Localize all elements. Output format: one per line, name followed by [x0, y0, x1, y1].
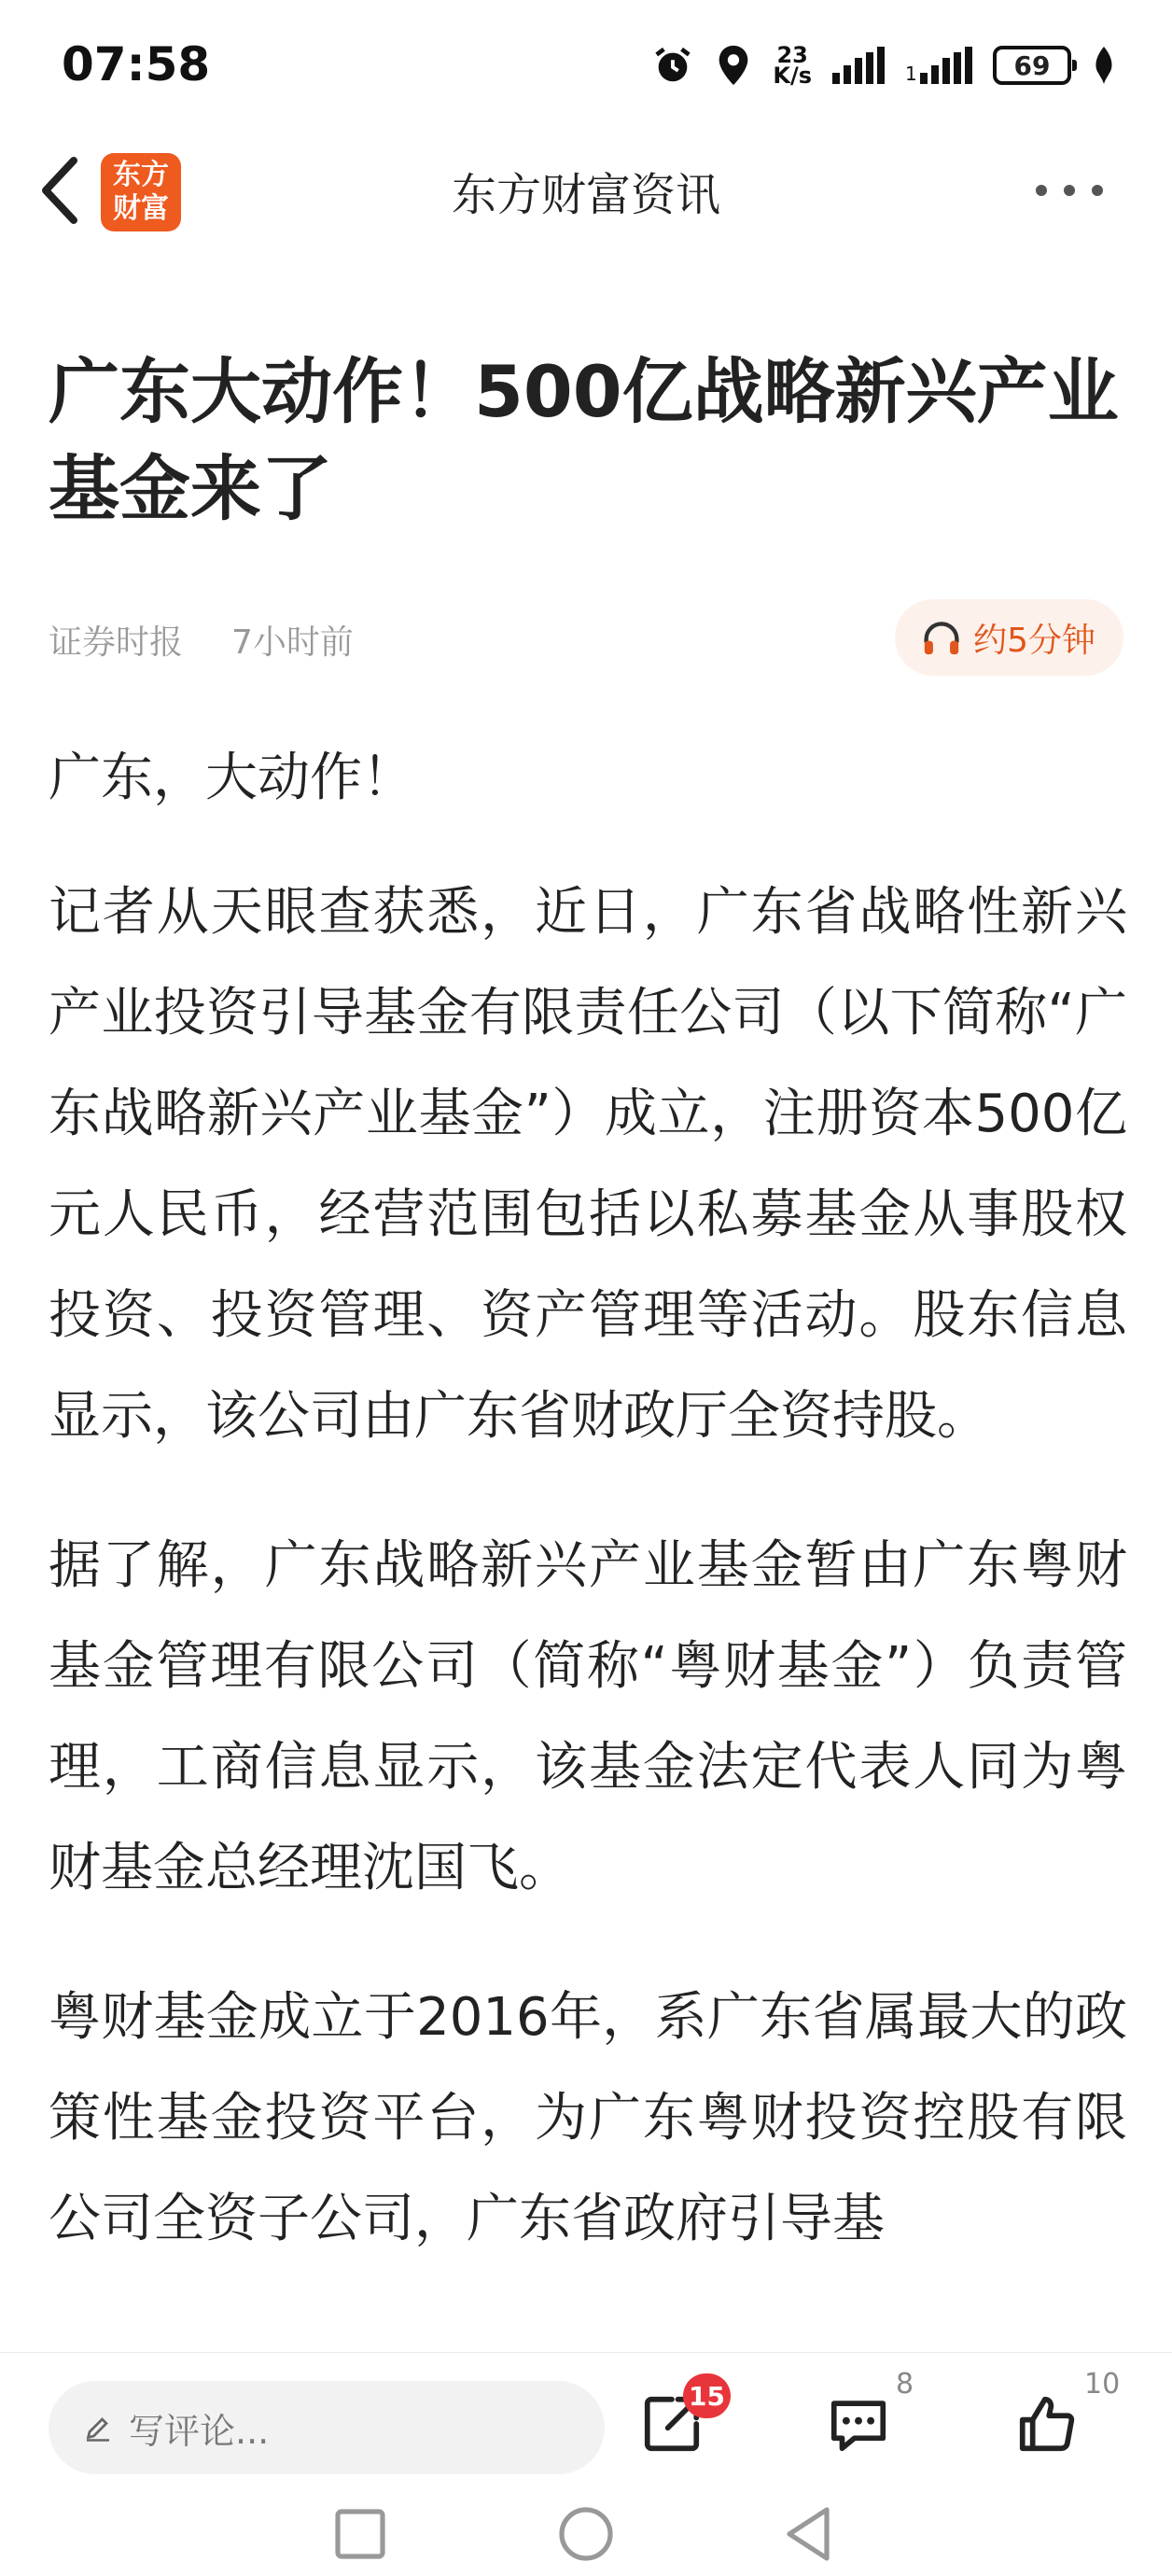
article-paragraph: 粤财基金成立于2016年，系广东省属最大的政策性基金投资平台，为广东粤财投资控股有限公司全资子公司，广东省政府引导基	[49, 1987, 1127, 2249]
net-speed-unit: K/s	[773, 63, 812, 89]
app-logo[interactable]	[101, 153, 181, 231]
more-button[interactable]	[1004, 162, 1135, 218]
thumbs-up-icon	[1014, 2391, 1080, 2457]
comments-button[interactable]	[814, 2368, 914, 2469]
leaf-icon	[1092, 47, 1116, 84]
status-bar	[0, 0, 1172, 131]
comment-input[interactable]	[49, 2381, 605, 2474]
more-dot-icon	[1036, 185, 1047, 196]
net-speed-value: 23	[776, 42, 808, 68]
square-icon	[332, 2506, 388, 2562]
page-title: 东方财富资讯	[451, 169, 720, 221]
more-dot-icon	[1092, 185, 1103, 196]
article-meta	[49, 597, 1123, 681]
back-arrow-icon	[38, 156, 79, 225]
location-icon	[715, 44, 752, 87]
signal-icon	[832, 47, 885, 84]
comment-placeholder: 写评论...	[129, 2410, 270, 2452]
net-speed	[773, 42, 812, 89]
alarm-icon	[651, 44, 694, 87]
battery-icon	[993, 46, 1071, 85]
back-nav-button[interactable]	[771, 2501, 845, 2567]
signal-icon	[905, 47, 972, 84]
article-paragraph: 记者从天眼查获悉，近日，广东省战略性新兴产业投资引导基金有限责任公司（以下简称“广东战略新兴产业基金”）成立，注册资本500亿元人民币，经营范围包括以私募基金从事股权投资、投资管理、资产管理等活动。股东信息显示，该公司由广东省财政厅全资持股。	[49, 882, 1127, 1447]
home-button[interactable]	[549, 2501, 623, 2567]
svg-text:1: 1	[905, 63, 917, 84]
listen-duration: 约5分钟	[973, 621, 1095, 660]
status-time: 07:58	[62, 37, 211, 91]
battery-level: 69	[1013, 49, 1051, 81]
more-dot-icon	[1064, 185, 1075, 196]
nav-bar	[0, 131, 1172, 252]
back-button[interactable]	[26, 153, 91, 228]
listen-button[interactable]	[895, 599, 1123, 676]
status-icons	[651, 39, 1116, 91]
article-source[interactable]: 证券时报	[49, 623, 184, 662]
logo-line-1: 东方	[113, 159, 169, 191]
article-paragraph: 据了解，广东战略新兴产业基金暂由广东粤财基金管理有限公司（简称“粤财基金”）负责管理，工商信息显示，该基金法定代表人同为粤财基金总经理沈国飞。	[49, 1535, 1127, 1898]
article-title: 广东大动作！500亿战略新兴产业基金来了	[49, 350, 1119, 530]
article-paragraph: 广东，大动作！	[49, 748, 414, 808]
pencil-icon	[84, 2414, 112, 2442]
article-time: 7小时前	[231, 623, 354, 662]
circle-icon	[556, 2504, 616, 2564]
share-button[interactable]	[627, 2379, 725, 2469]
like-button[interactable]	[1002, 2368, 1121, 2469]
like-count: 10	[1084, 2368, 1121, 2401]
triangle-back-icon	[780, 2504, 836, 2564]
bottom-action-bar	[0, 2352, 1172, 2502]
comment-count: 8	[896, 2368, 914, 2401]
article-body	[49, 728, 1127, 2318]
comment-icon	[826, 2391, 891, 2457]
headphones-icon	[921, 619, 962, 656]
recent-apps-button[interactable]	[323, 2501, 398, 2567]
share-badge: 15	[683, 2373, 731, 2418]
system-navigation-bar	[0, 2501, 1172, 2576]
logo-line-2: 财富	[113, 192, 169, 225]
